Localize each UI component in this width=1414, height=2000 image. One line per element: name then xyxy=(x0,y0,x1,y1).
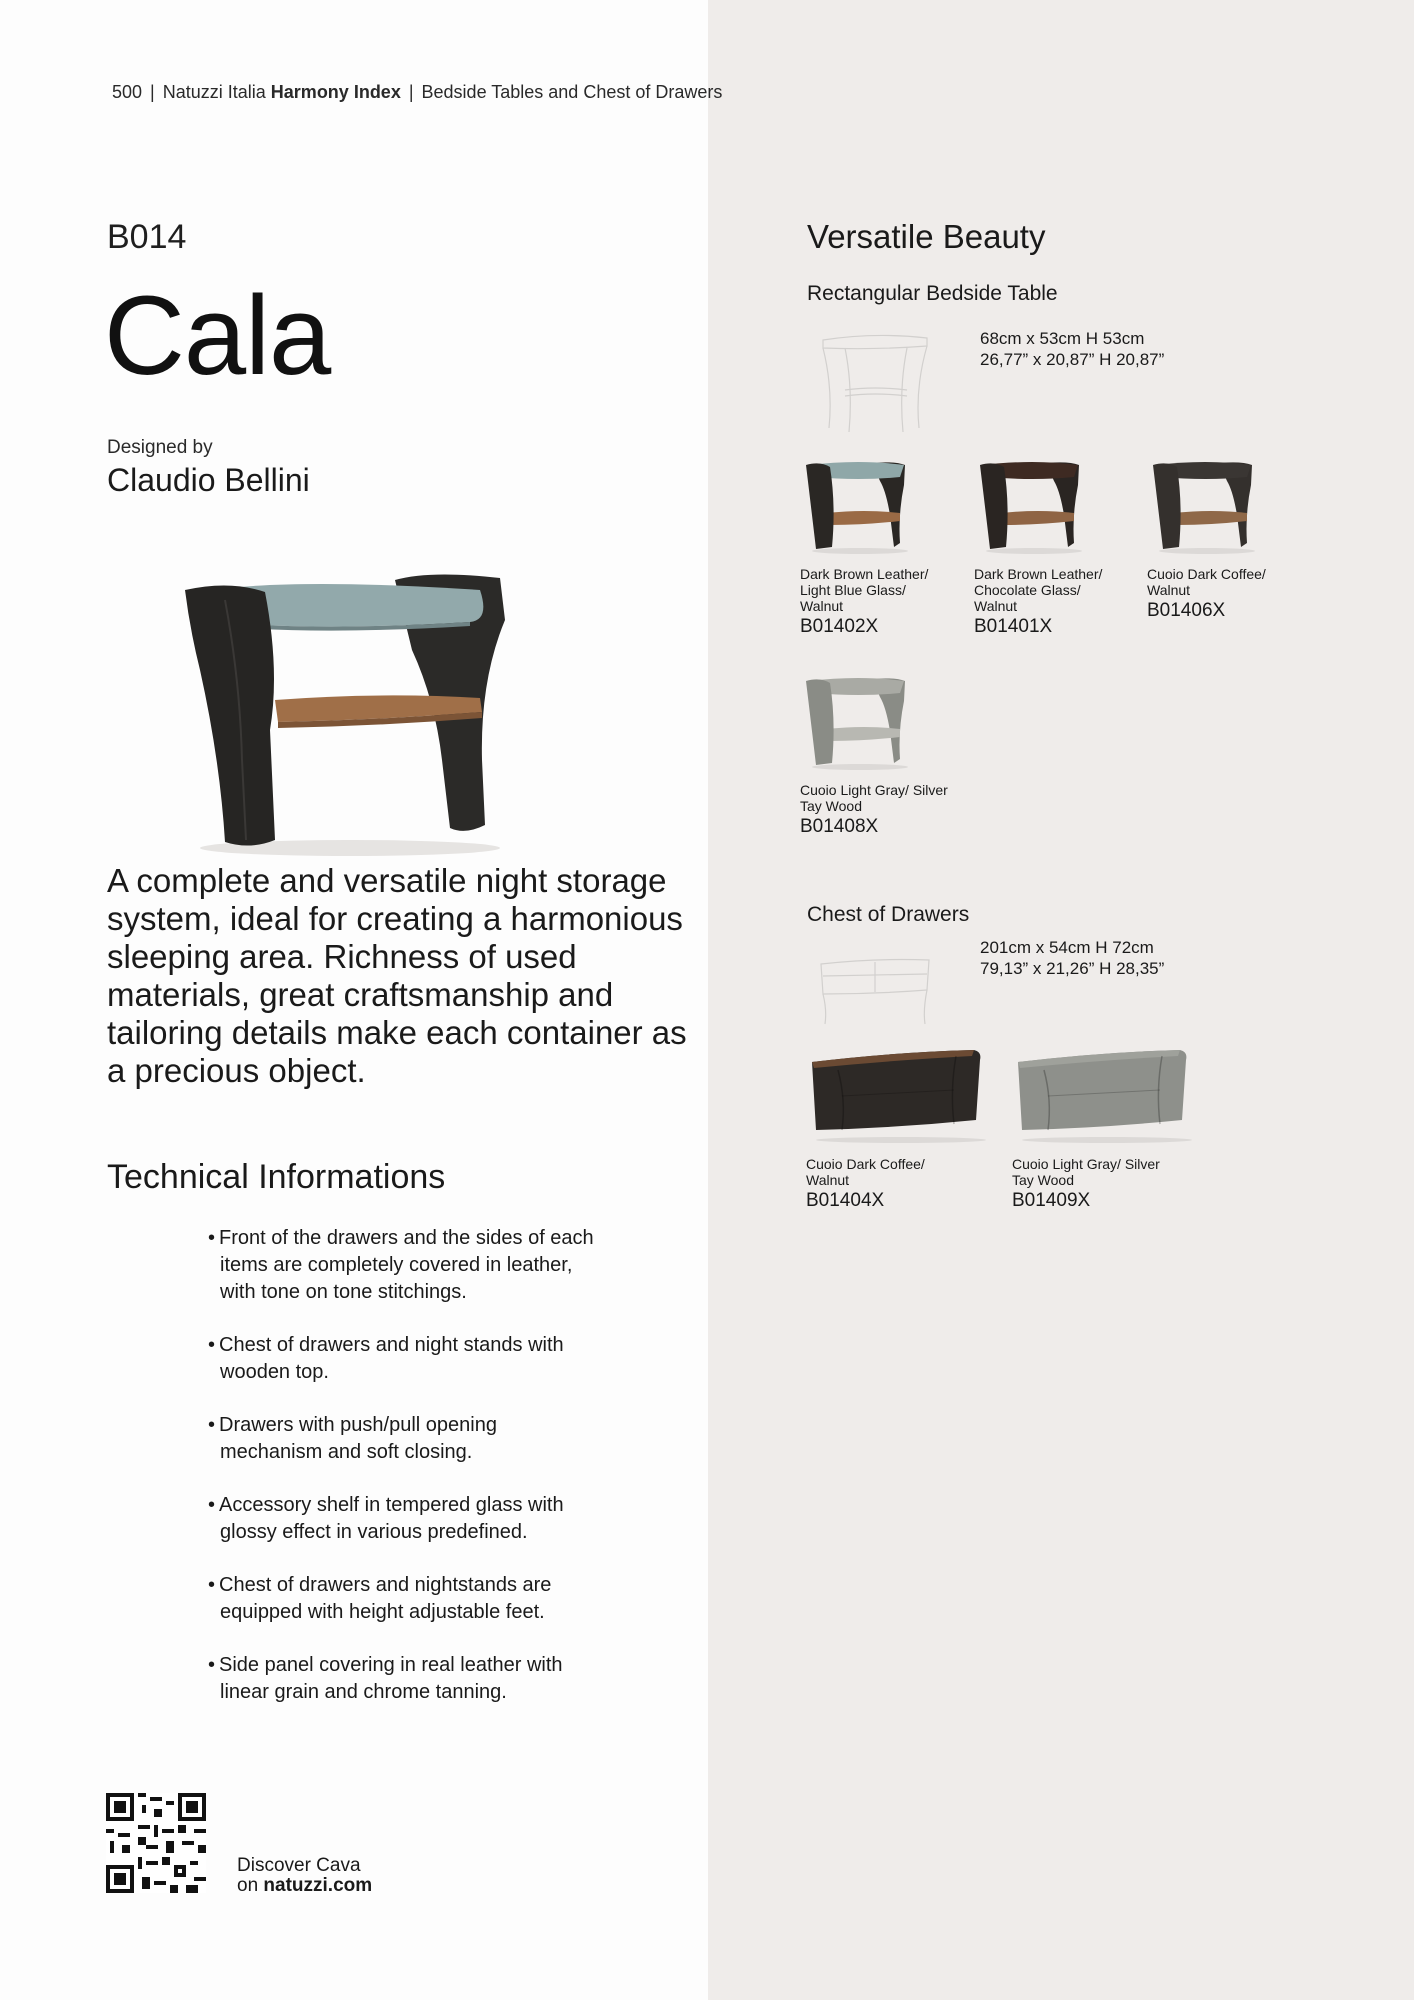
bedside-variant-card[interactable] xyxy=(974,455,1144,638)
bedside-variant-card[interactable] xyxy=(800,671,970,838)
technical-item: • Chest of drawers and night stands with wooden top. xyxy=(204,1332,604,1386)
bedside-variant-image xyxy=(800,455,920,555)
brand-name: Natuzzi Italia xyxy=(162,82,266,102)
page-header: 500 | Natuzzi Italia Harmony Index | Bedside Tables and Chest of Drawers xyxy=(112,82,723,102)
technical-list xyxy=(204,1225,604,1732)
qr-code[interactable] xyxy=(106,1793,206,1893)
product-title: Cala xyxy=(104,273,331,398)
technical-title: Technical Informations xyxy=(107,1158,446,1196)
bedside-dims-in: 26,77” x 20,87” H 20,87” xyxy=(980,350,1165,369)
bedside-title: Rectangular Bedside Table xyxy=(807,282,1058,305)
chest-variant-card[interactable] xyxy=(806,1040,1006,1212)
variant-description: Cuoio Dark Coffee/ Walnut xyxy=(1147,566,1266,598)
variant-code: B01406X xyxy=(1147,600,1226,621)
bedside-line-drawing xyxy=(815,328,935,438)
variant-description: Dark Brown Leather/ Chocolate Glass/ Walnut xyxy=(974,566,1103,614)
discover-line1: Discover Cava xyxy=(237,1855,361,1876)
variant-description: Cuoio Light Gray/ Silver Tay Wood xyxy=(800,782,948,814)
chest-dims-cm: 201cm x 54cm H 72cm xyxy=(980,938,1154,957)
chest-variant-card[interactable] xyxy=(1012,1040,1212,1212)
bedside-dimensions xyxy=(980,328,1164,370)
chest-title: Chest of Drawers xyxy=(807,903,970,926)
technical-item: • Accessory shelf in tempered glass with glossy effect in various predefined. xyxy=(204,1492,604,1546)
variant-code: B01401X xyxy=(974,616,1053,637)
chest-dimensions xyxy=(980,937,1164,979)
discover-line2: on natuzzi.com xyxy=(237,1875,373,1896)
variant-code: B01404X xyxy=(806,1190,885,1211)
hero-bedside-table-image xyxy=(180,560,520,860)
chest-variant-image xyxy=(806,1040,996,1145)
designed-by-label: Designed by xyxy=(107,437,213,458)
bedside-variant-card[interactable] xyxy=(1147,455,1317,622)
bedside-dims-cm: 68cm x 53cm H 53cm xyxy=(980,329,1145,348)
bedside-variant-image xyxy=(974,455,1094,555)
variant-code: B01408X xyxy=(800,816,879,837)
bedside-variant-card[interactable] xyxy=(800,455,970,638)
product-code: B014 xyxy=(107,218,187,256)
technical-item: • Side panel covering in real leather with linear grain and chrome tanning. xyxy=(204,1652,604,1706)
variant-description: Cuoio Dark Coffee/ Walnut xyxy=(806,1156,925,1188)
bedside-variant-image xyxy=(1147,455,1267,555)
bedside-variant-image xyxy=(800,671,920,771)
designer-name: Claudio Bellini xyxy=(107,462,310,498)
chest-dims-in: 79,13” x 21,26” H 28,35” xyxy=(980,959,1165,978)
natuzzi-link[interactable]: natuzzi.com xyxy=(263,1875,373,1896)
product-description: A complete and versatile night storage system, ideal for creating a harmonious sleeping area. Richness of used materials, great craftsmanship and tailoring details make each container as a precious object. xyxy=(107,862,687,1089)
section-name: Bedside Tables and Chest of Drawers xyxy=(421,82,723,102)
discover-text xyxy=(237,1856,372,1896)
chest-line-drawing xyxy=(815,950,935,1030)
variant-description: Cuoio Light Gray/ Silver Tay Wood xyxy=(1012,1156,1160,1188)
page-number: 500 xyxy=(112,82,143,102)
chest-variant-image xyxy=(1012,1040,1202,1145)
technical-item: • Drawers with push/pull opening mechanism and soft closing. xyxy=(204,1412,604,1466)
variant-code: B01402X xyxy=(800,616,879,637)
technical-item: • Chest of drawers and nightstands are equipped with height adjustable feet. xyxy=(204,1572,604,1626)
technical-item: • Front of the drawers and the sides of each items are completely covered in leather, with tone on tone stitchings. xyxy=(204,1225,604,1306)
variant-description: Dark Brown Leather/ Light Blue Glass/ Walnut xyxy=(800,566,929,614)
variant-code: B01409X xyxy=(1012,1190,1091,1211)
index-name: Harmony Index xyxy=(270,82,401,102)
versatile-title: Versatile Beauty xyxy=(807,218,1046,255)
